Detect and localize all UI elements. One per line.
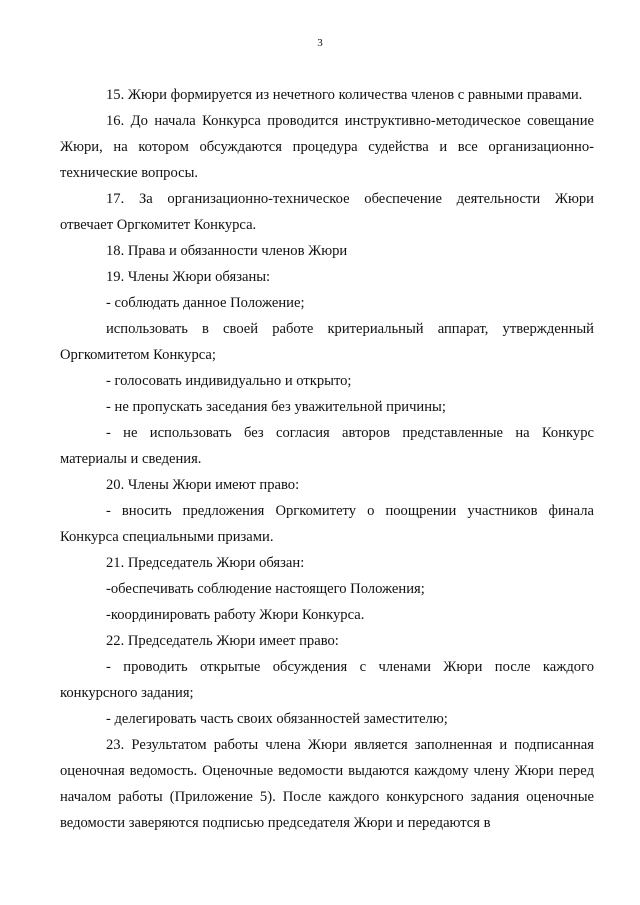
- paragraph-15: 15. Жюри формируется из нечетного количества членов с равными правами.: [106, 87, 583, 103]
- paragraph-22: 22. Председатель Жюри имеет право:: [106, 633, 339, 649]
- list-item: - соблюдать данное Положение;: [106, 295, 305, 311]
- paragraph-17: 17. За организационно-техническое обеспечение деятельности Жюри отвечает Оргкомитет Конкурса.: [60, 191, 594, 233]
- paragraph-20: 20. Члены Жюри имеют право:: [106, 477, 300, 493]
- list-item: -обеспечивать соблюдение настоящего Положения;: [106, 581, 425, 597]
- paragraph-16: 16. До начала Конкурса проводится инструктивно-методическое совещание Жюри, на котором обсуждаются процедура судейства и все организационно-технические вопросы.: [60, 113, 594, 181]
- paragraph-21: 21. Председатель Жюри обязан:: [106, 555, 305, 571]
- list-item: -координировать работу Жюри Конкурса.: [106, 607, 365, 623]
- list-item: - проводить открытые обсуждения с членами Жюри после каждого конкурсного задания;: [60, 659, 594, 701]
- document-body: [60, 82, 594, 836]
- paragraph-23: 23. Результатом работы члена Жюри является заполненная и подписанная оценочная ведомость. Оценочные ведомости выдаются каждому члену Жюри перед началом работы (Приложение 5). После каждого конкурсного задания оценочные ведомости заверяются подписью председателя Жюри и передаются в: [60, 737, 594, 831]
- list-item: - делегировать часть своих обязанностей заместителю;: [106, 711, 448, 727]
- page-number: 3: [317, 37, 323, 49]
- paragraph-18: 18. Права и обязанности членов Жюри: [106, 243, 348, 259]
- paragraph-19: 19. Члены Жюри обязаны:: [106, 269, 271, 285]
- list-item: - не использовать без согласия авторов представленные на Конкурс материалы и сведения.: [60, 425, 594, 467]
- list-item: - голосовать индивидуально и открыто;: [106, 373, 352, 389]
- list-item: - не пропускать заседания без уважительной причины;: [106, 399, 446, 415]
- list-item: использовать в своей работе критериальный аппарат, утвержденный Оргкомитетом Конкурса;: [60, 321, 594, 363]
- list-item: - вносить предложения Оргкомитету о поощрении участников финала Конкурса специальными призами.: [60, 503, 594, 545]
